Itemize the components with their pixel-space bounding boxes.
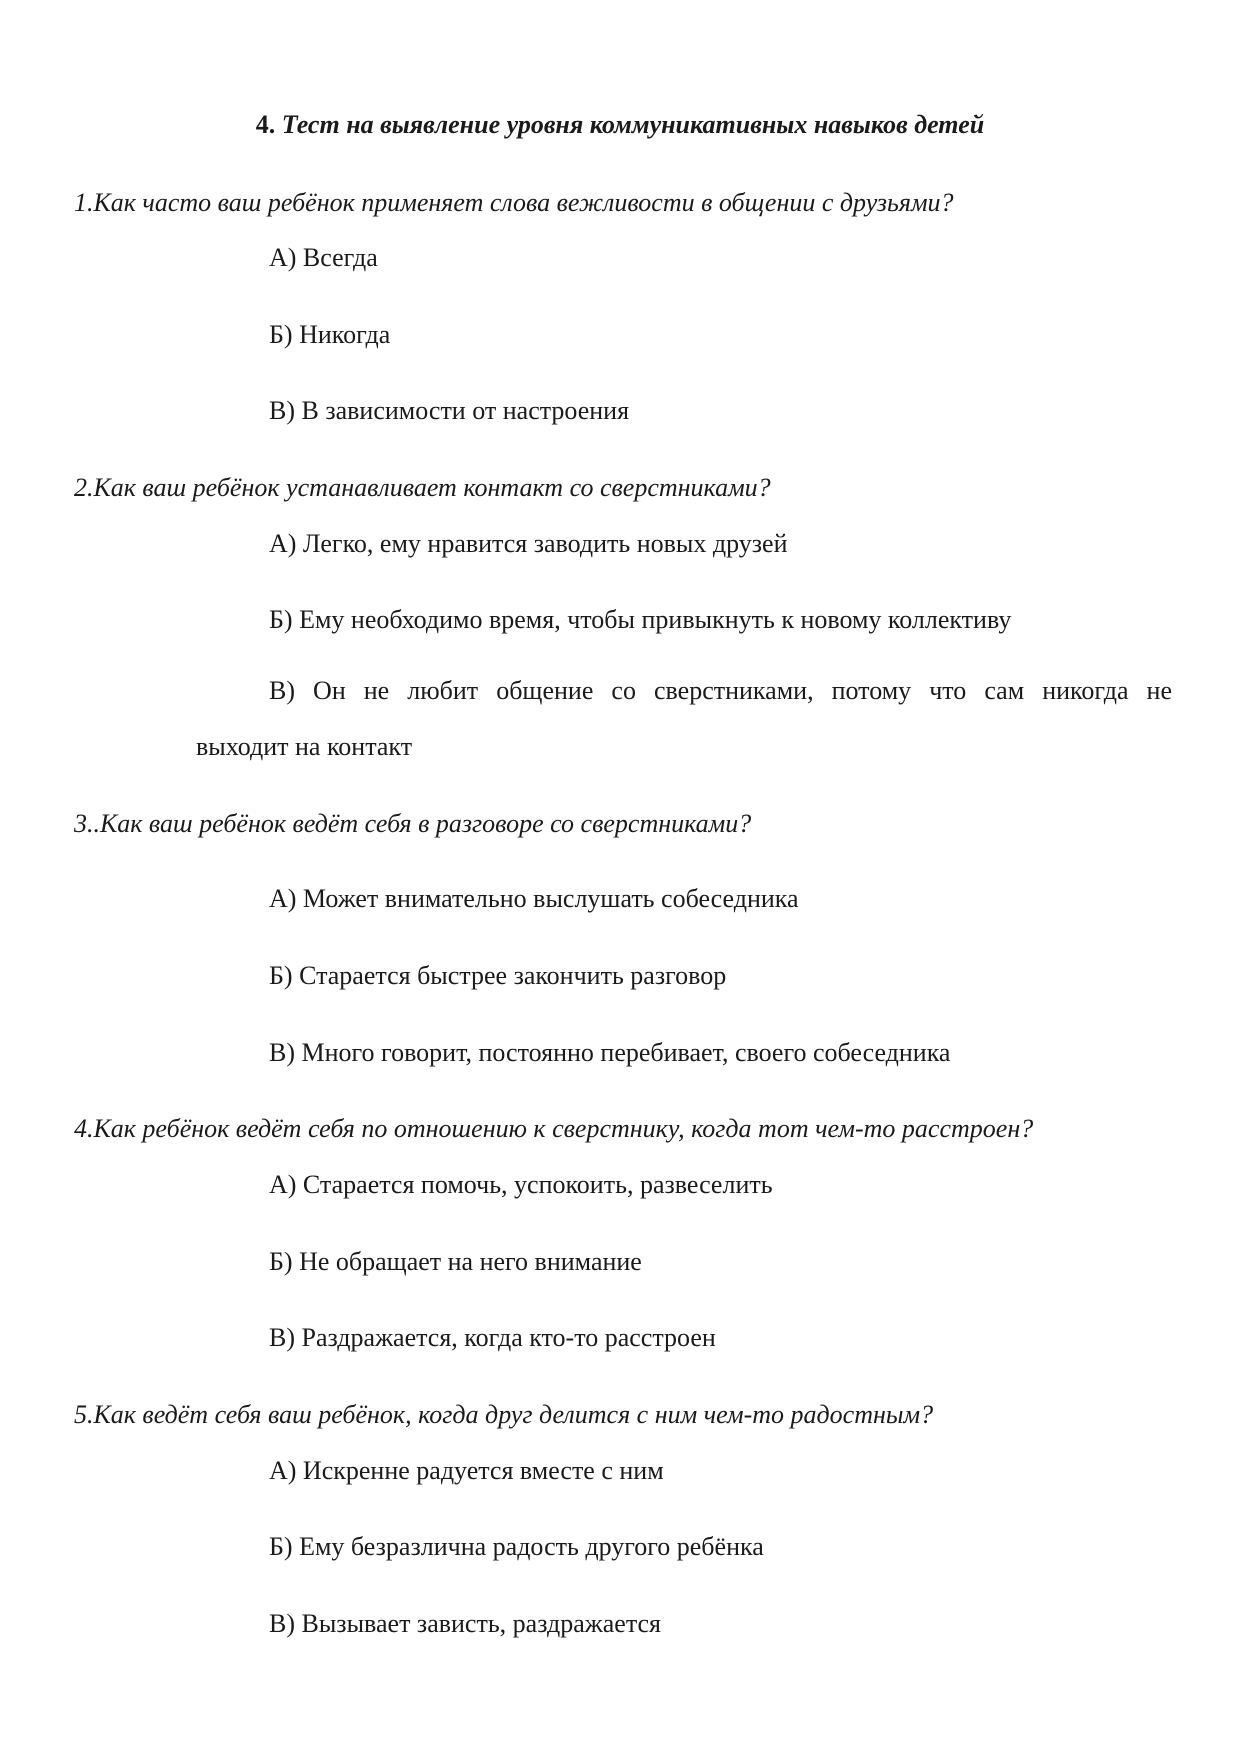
answer-4b: Б) Не обращает на него внимание	[269, 1247, 642, 1276]
answer-4a: А) Старается помочь, успокоить, развеселить	[269, 1170, 773, 1199]
title-number: 4.	[255, 110, 276, 139]
question-4: 4.Как ребёнок ведёт себя по отношению к сверстнику, когда тот чем-то расстроен?	[74, 1114, 1034, 1143]
title-text: Тест на выявление уровня коммуникативных навыков детей	[275, 110, 985, 139]
answer-5a: А) Искренне радуется вместе с ним	[269, 1456, 664, 1485]
answer-4c: В) Раздражается, когда кто-то расстроен	[269, 1323, 716, 1352]
answer-1a: А) Всегда	[269, 243, 378, 272]
answer-1b: Б) Никогда	[269, 320, 391, 349]
question-2: 2.Как ваш ребёнок устанавливает контакт со сверстниками?	[74, 473, 771, 502]
answer-2a: А) Легко, ему нравится заводить новых друзей	[269, 529, 788, 558]
question-3: 3..Как ваш ребёнок ведёт себя в разговоре со сверстниками?	[74, 809, 752, 838]
answer-5b: Б) Ему безразлична радость другого ребёнка	[269, 1532, 764, 1561]
answer-3b: Б) Старается быстрее закончить разговор	[269, 961, 727, 990]
answer-2b: Б) Ему необходимо время, чтобы привыкнуть к новому коллективу	[269, 605, 1012, 634]
answer-1c: В) В зависимости от настроения	[269, 396, 630, 425]
answer-2c: В) Он не любит общение со сверстниками, потому что сам никогда не	[269, 676, 1172, 705]
document-title	[0, 110, 1240, 140]
answer-5c: В) Вызывает зависть, раздражается	[269, 1609, 662, 1638]
answer-3a: А) Может внимательно выслушать собеседника	[269, 884, 799, 913]
answer-3c: В) Много говорит, постоянно перебивает, своего собеседника	[269, 1038, 951, 1067]
question-5: 5.Как ведёт себя ваш ребёнок, когда друг делится с ним чем-то радостным?	[74, 1400, 934, 1429]
answer-2c-continuation: выходит на контакт	[196, 732, 413, 761]
question-1: 1.Как часто ваш ребёнок применяет слова вежливости в общении с друзьями?	[74, 188, 954, 217]
